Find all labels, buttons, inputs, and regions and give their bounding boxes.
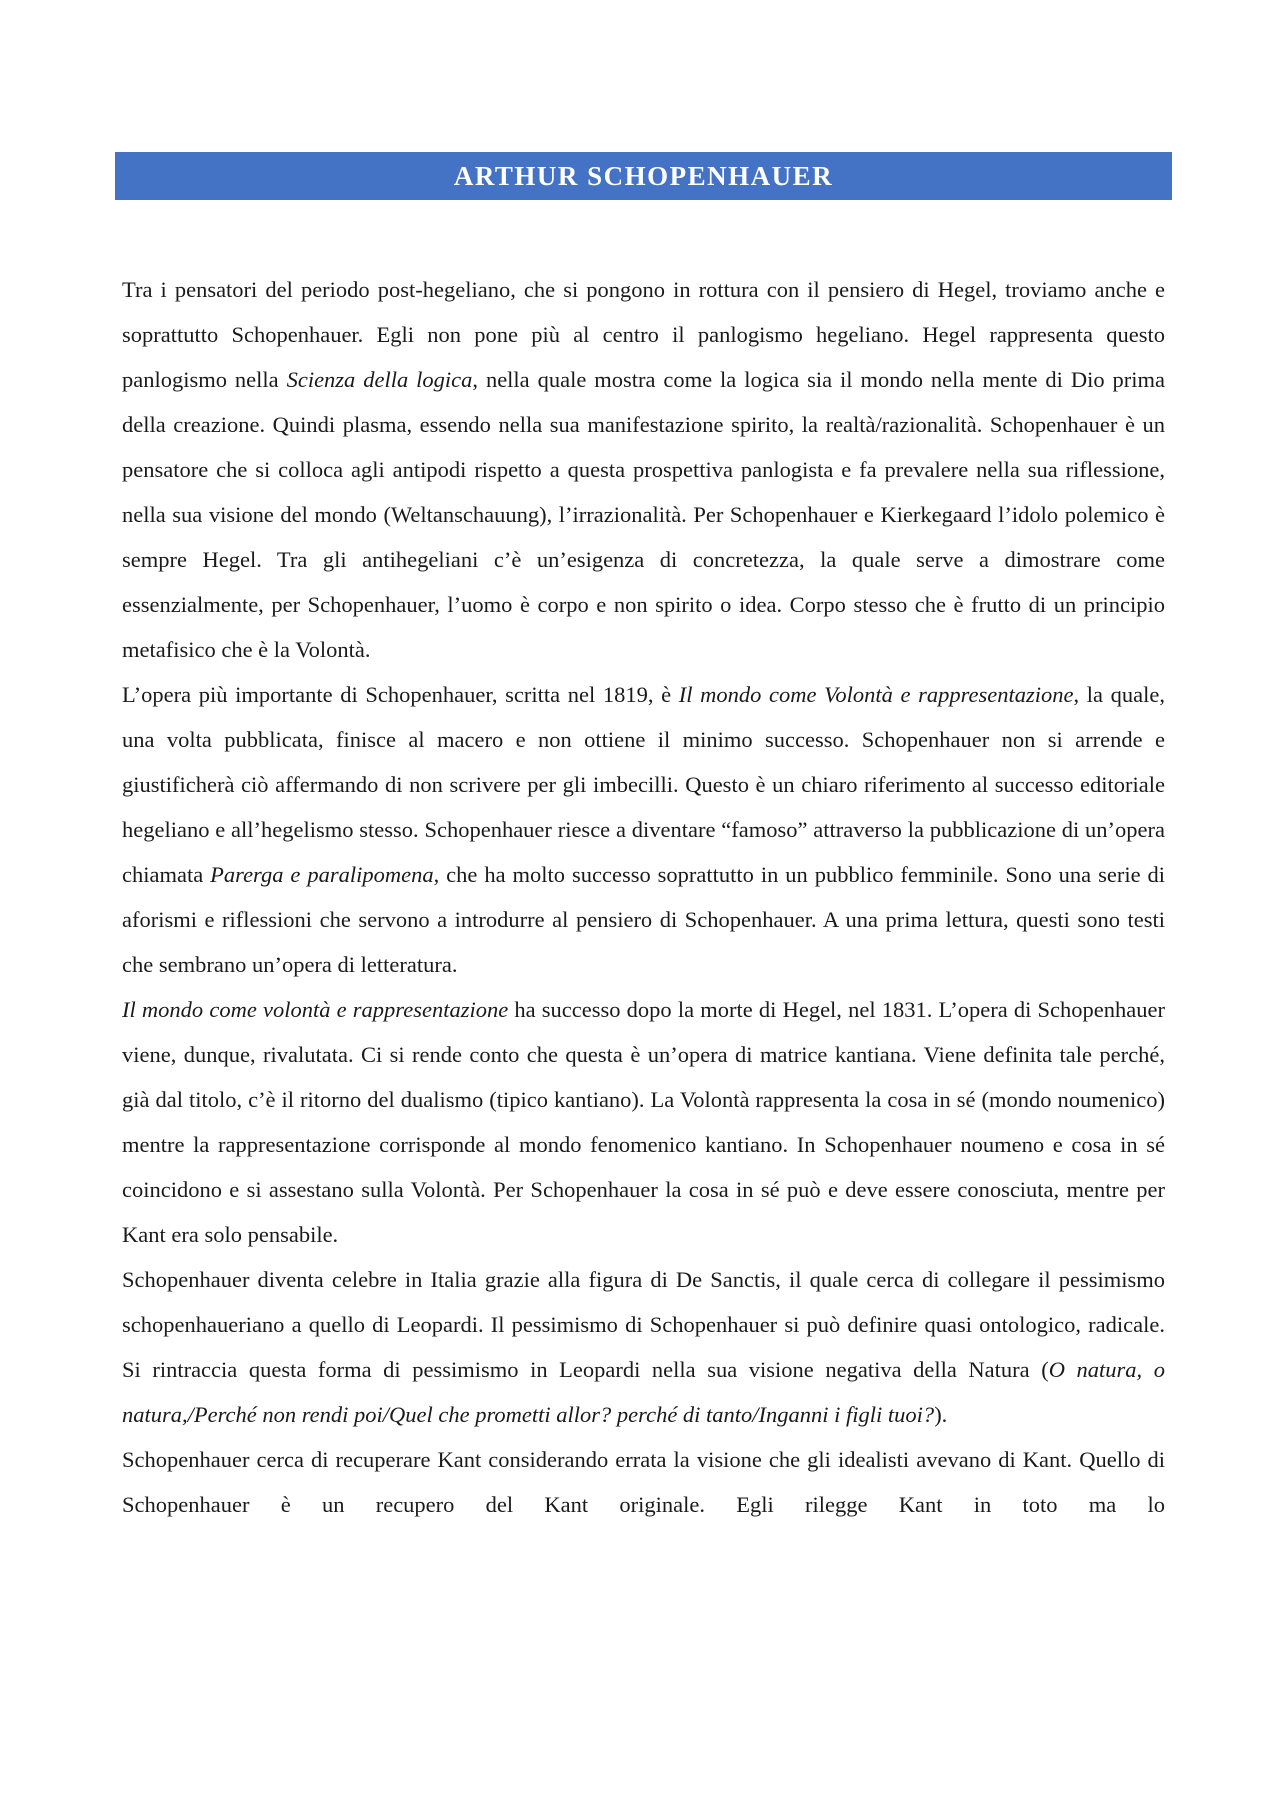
paragraph-text: L’opera più importante di Schopenhauer, scritta nel 1819, è	[122, 682, 679, 707]
paragraph-text: , che ha molto successo soprattutto in un pubblico femminile. Sono una serie di aforismi e riflessioni che servono a introdurre al pensiero di Schopenhauer. A una prima lettura, questi sono testi che sembrano un’opera di letteratura.	[122, 862, 1166, 977]
paragraph-2	[122, 672, 1165, 987]
document-body	[122, 267, 1165, 1527]
paragraph-text: Tra i pensatori del periodo post-hegeliano, che si pongono in rottura con il pensiero di Hegel, troviamo anche e soprattutto Schopenhauer. Egli non pone più al centro il panlogismo hegeliano. Hegel rappresenta questo panlogismo nella	[122, 277, 1165, 392]
title-banner	[115, 152, 1172, 200]
paragraph-text: ha successo dopo la morte di Hegel, nel 1831. L’opera di Schopenhauer viene, dunque, rivalutata. Ci si rende conto che questa è un’opera di matrice kantiana. Viene definita tale perché, già dal titolo, c’è il ritorno del dualismo (tipico kantiano). La Volontà rappresenta la cosa in sé (mondo noumenico) mentre la rappresentazione corrisponde al mondo fenomenico kantiano. In Schopenhauer noumeno e cosa in sé coincidono e si assestano sulla Volontà. Per Schopenhauer la cosa in sé può e deve essere conosciuta, mentre per Kant era solo pensabile.	[122, 997, 1165, 1247]
paragraph-3	[122, 987, 1165, 1257]
document-title: ARTHUR SCHOPENHAUER	[453, 160, 834, 191]
book-title-parerga: Parerga e paralipomena	[210, 862, 434, 887]
paragraph-text: , nella quale mostra come la logica sia il mondo nella mente di Dio prima della creazione. Quindi plasma, essendo nella sua manifestazione spirito, la realtà/razionalità. Schopenhauer è un pensatore che si colloca agli antipodi rispetto a questa prospettiva panlogista e fa prevalere nella sua riflessione, nella sua visione del mondo (Weltanschauung), l’irrazionalità. Per Schopenhauer e Kierkegaard l’idolo polemico è sempre Hegel. Tra gli antihegeliani c’è un’esigenza di concretezza, la quale serve a dimostrare come essenzialmente, per Schopenhauer, l’uomo è corpo e non spirito o idea. Corpo stesso che è frutto di un principio metafisico che è la Volontà.	[122, 367, 1165, 662]
paragraph-text: Schopenhauer cerca di recuperare Kant considerando errata la visione che gli idealisti avevano di Kant. Quello di Schopenhauer è un recupero del Kant originale. Egli rilegge Kant in toto ma lo	[122, 1447, 1165, 1517]
paragraph-5	[122, 1437, 1165, 1527]
paragraph-1	[122, 267, 1165, 672]
paragraph-text: , la quale, una volta pubblicata, finisce al macero e non ottiene il minimo successo. Schopenhauer non si arrende e giustificherà ciò affermando di non scrivere per gli imbecilli. Questo è un chiaro riferimento al successo editoriale hegeliano e all’hegelismo stesso. Schopenhauer riesce a diventare “famoso” attraverso la pubblicazione di un’opera chiamata	[122, 682, 1165, 887]
paragraph-text: ).	[934, 1402, 948, 1427]
paragraph-text: Schopenhauer diventa celebre in Italia grazie alla figura di De Sanctis, il quale cerca di collegare il pessimismo schopenhaueriano a quello di Leopardi. Il pessimismo di Schopenhauer si può definire quasi ontologico, radicale. Si rintraccia questa forma di pessimismo in Leopardi nella sua visione negativa della Natura (	[122, 1267, 1165, 1382]
book-title-il-mondo: Il mondo come Volontà e rappresentazione	[678, 682, 1074, 707]
book-title-scienza-della-logica: Scienza della logica	[286, 367, 473, 392]
paragraph-4	[122, 1257, 1165, 1437]
book-title-il-mondo: Il mondo come volontà e rappresentazione	[122, 997, 509, 1022]
leopardi-quote: O natura, o natura,/Perché non rendi poi/Quel che prometti allor? perché di tanto/Inganni i figli tuoi?	[122, 1357, 1165, 1427]
